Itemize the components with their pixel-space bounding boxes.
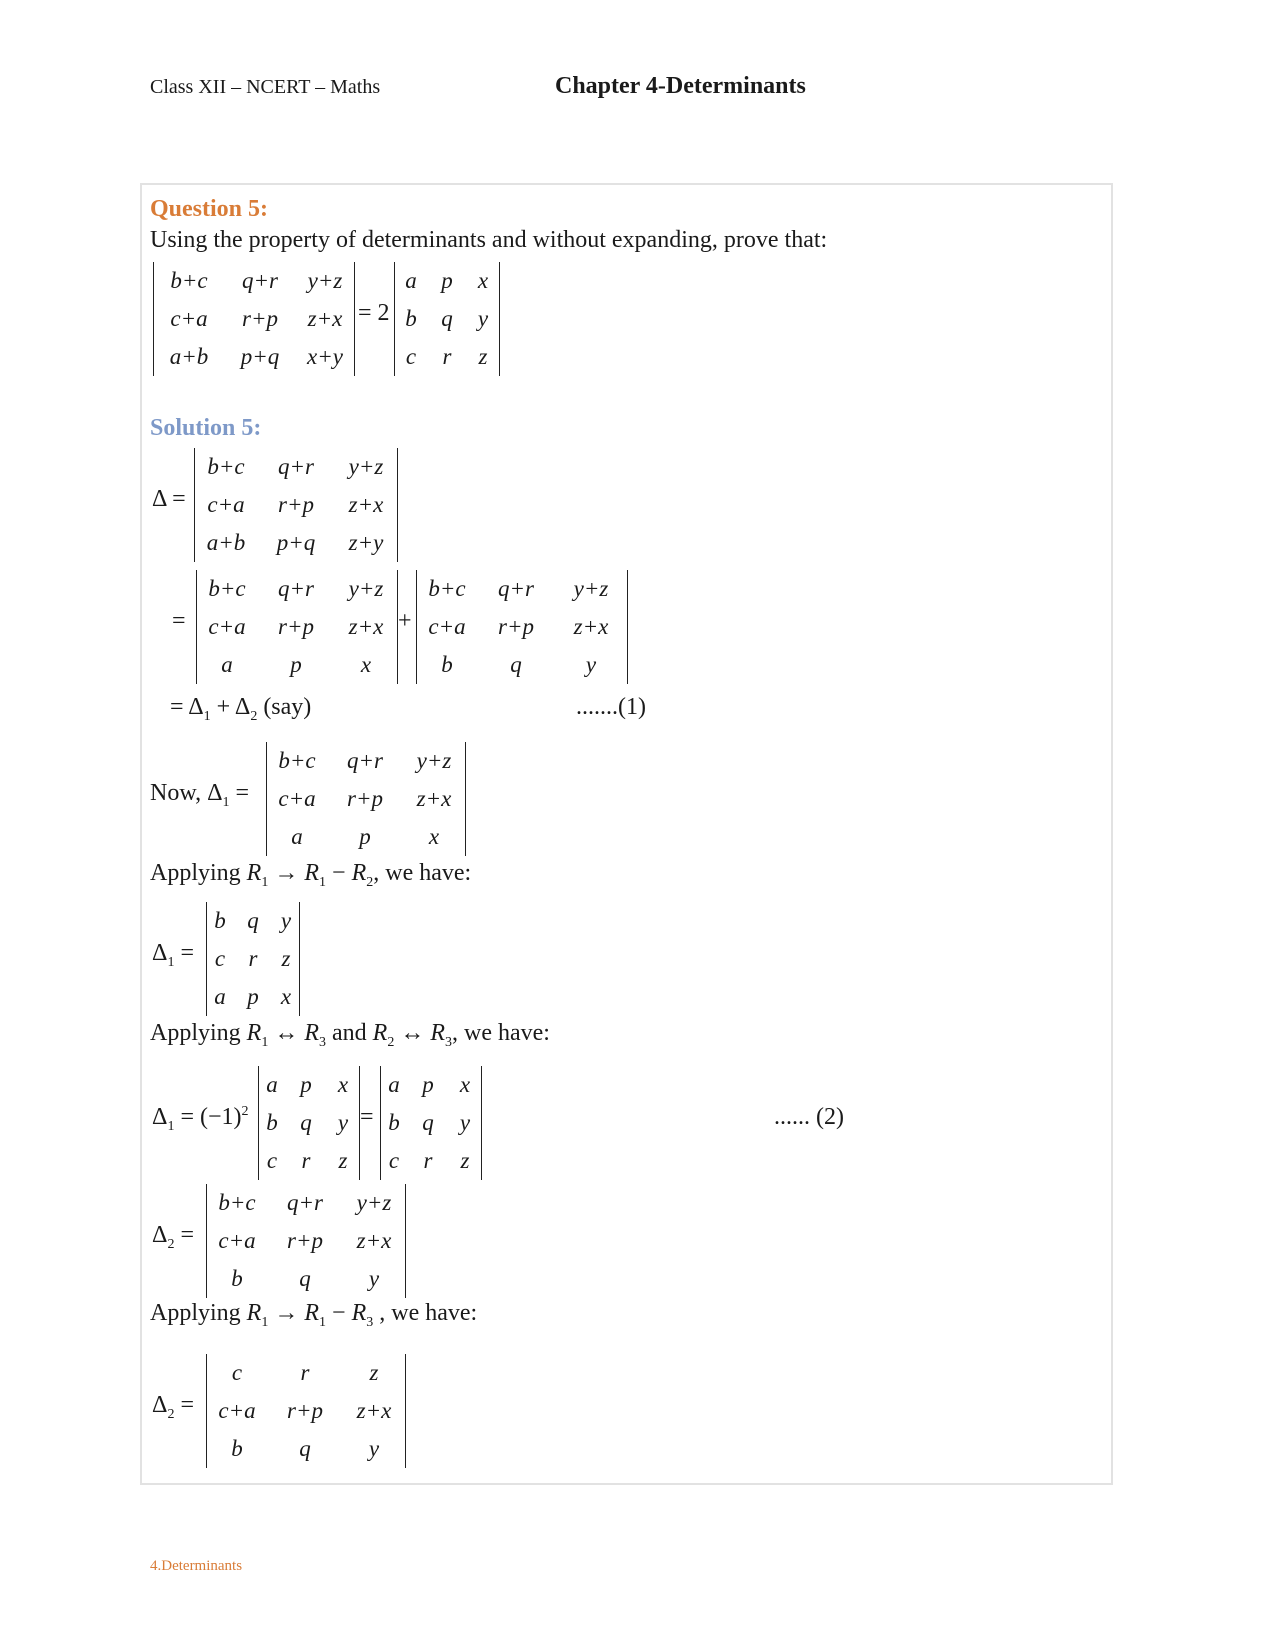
matrix-cell: x bbox=[477, 268, 489, 293]
matrix-cell: x bbox=[360, 652, 372, 677]
delta1-determinant bbox=[266, 742, 466, 856]
matrix-cell: y+z bbox=[348, 454, 384, 479]
matrix-cell: q+r bbox=[278, 576, 314, 601]
matrix-cell: r+p bbox=[278, 614, 314, 639]
matrix-cell: a+b bbox=[169, 344, 209, 369]
matrix-cell: a bbox=[266, 1072, 278, 1097]
matrix-cell: c+a bbox=[208, 614, 246, 639]
question-rhs-determinant bbox=[394, 262, 500, 376]
matrix-cell: r+p bbox=[278, 492, 314, 517]
matrix-cell: a bbox=[221, 652, 233, 677]
matrix-cell: q+r bbox=[242, 268, 278, 293]
matrix-cell: b+c bbox=[170, 268, 208, 293]
delta1-final-left bbox=[258, 1066, 360, 1180]
delta2-equals-2: $\Delta_2$ = bbox=[152, 1392, 194, 1422]
equation-label-2: ...... (2) bbox=[774, 1104, 844, 1130]
matrix-cell: y bbox=[280, 908, 292, 933]
equals-sign-2: = bbox=[360, 1104, 374, 1130]
matrix-cell: c bbox=[214, 946, 226, 971]
matrix-cell: b+c bbox=[428, 576, 466, 601]
matrix-cell: c bbox=[266, 1148, 278, 1173]
matrix-cell: x+y bbox=[307, 344, 343, 369]
matrix-cell: r+p bbox=[287, 1398, 323, 1423]
matrix-cell: q+r bbox=[498, 576, 534, 601]
matrix-cell: z bbox=[460, 1148, 470, 1173]
matrix-cell: r+p bbox=[242, 306, 278, 331]
matrix-cell: p+q bbox=[240, 344, 280, 369]
matrix-cell: z+x bbox=[348, 492, 384, 517]
matrix-cell: c+a bbox=[207, 492, 245, 517]
matrix-cell: z+x bbox=[348, 614, 384, 639]
header-class-label: Class XII – NCERT – Maths bbox=[150, 76, 381, 98]
matrix-cell: c+a bbox=[278, 786, 316, 811]
equals-two: = 2 bbox=[358, 300, 390, 326]
matrix-cell: y bbox=[337, 1110, 349, 1135]
plus-sign: + bbox=[398, 608, 412, 634]
matrix-cell: p bbox=[300, 1072, 312, 1097]
matrix-cell: z bbox=[281, 946, 291, 971]
matrix-cell: y bbox=[368, 1436, 380, 1461]
matrix-cell: z bbox=[338, 1148, 348, 1173]
matrix-cell: c+a bbox=[170, 306, 208, 331]
matrix-cell: r bbox=[248, 946, 258, 971]
matrix-cell: p bbox=[359, 824, 371, 849]
matrix-cell: q+r bbox=[287, 1190, 323, 1215]
matrix-cell: z+x bbox=[356, 1398, 392, 1423]
say-text: (say) bbox=[263, 694, 312, 720]
equals-sign: = bbox=[172, 608, 186, 634]
matrix-cell: a bbox=[388, 1072, 400, 1097]
matrix-cell: x bbox=[337, 1072, 349, 1097]
matrix-cell: p bbox=[247, 984, 259, 1009]
matrix-cell: q bbox=[422, 1110, 434, 1135]
matrix-cell: r+p bbox=[498, 614, 534, 639]
delta-equals: Δ = bbox=[152, 486, 186, 512]
split-determinant-1 bbox=[196, 570, 398, 684]
we-have-2: , we have: bbox=[452, 1020, 550, 1046]
equation-label-1: .......(1) bbox=[576, 694, 646, 720]
delta-sum: = $\Delta_1 + \Delta_2$ (say) bbox=[170, 694, 312, 724]
matrix-cell: a bbox=[214, 984, 226, 1009]
matrix-cell: q bbox=[300, 1110, 312, 1135]
matrix-cell: y+z bbox=[348, 576, 384, 601]
matrix-cell: q bbox=[299, 1436, 311, 1461]
matrix-cell: q bbox=[510, 652, 522, 677]
matrix-cell: x bbox=[280, 984, 292, 1009]
step-r1-r2: Applying $R_1 \to R_1 - R_2$, we have: bbox=[150, 860, 472, 890]
matrix-cell: a bbox=[405, 268, 417, 293]
now-delta1: Now, $\Delta_1$ = bbox=[150, 780, 250, 810]
step-swap: Applying $R_1$ ↔ $R_3$ and $R_2$ ↔ $R_3$, we have: bbox=[150, 1020, 550, 1050]
matrix-cell: r+p bbox=[347, 786, 383, 811]
matrix-cell: q bbox=[299, 1266, 311, 1291]
matrix-cell: y bbox=[477, 306, 489, 331]
delta1-sign-factor: $\Delta_1 = (-1)^2$ bbox=[152, 1104, 249, 1134]
matrix-cell: b bbox=[214, 908, 226, 933]
matrix-cell: b+c bbox=[218, 1190, 256, 1215]
we-have-3: , we have: bbox=[379, 1300, 478, 1326]
matrix-cell: c+a bbox=[218, 1228, 256, 1253]
delta2-equals: $\Delta_2$ = bbox=[152, 1222, 194, 1252]
now-label: Now, bbox=[150, 780, 202, 806]
delta1-final-right bbox=[380, 1066, 482, 1180]
applying-label-2: Applying bbox=[150, 1020, 241, 1046]
matrix-cell: r bbox=[442, 344, 452, 369]
matrix-cell: y+z bbox=[356, 1190, 392, 1215]
matrix-cell: b bbox=[388, 1110, 400, 1135]
matrix-cell: y bbox=[459, 1110, 471, 1135]
matrix-cell: p bbox=[422, 1072, 434, 1097]
matrix-cell: r bbox=[301, 1148, 311, 1173]
matrix-cell: y+z bbox=[416, 748, 452, 773]
matrix-cell: q bbox=[441, 306, 453, 331]
matrix-cell: a bbox=[291, 824, 303, 849]
matrix-cell: b bbox=[405, 306, 417, 331]
matrix-cell: z+y bbox=[348, 530, 384, 555]
matrix-cell: b bbox=[441, 652, 453, 677]
matrix-cell: q+r bbox=[347, 748, 383, 773]
matrix-cell: a+b bbox=[206, 530, 246, 555]
matrix-cell: y+z bbox=[573, 576, 609, 601]
matrix-cell: p+q bbox=[276, 530, 316, 555]
delta2-reduced-determinant bbox=[206, 1354, 406, 1468]
delta2-determinant bbox=[206, 1184, 406, 1298]
matrix-cell: b+c bbox=[208, 576, 246, 601]
matrix-cell: b+c bbox=[207, 454, 245, 479]
matrix-cell: b bbox=[231, 1436, 243, 1461]
matrix-cell: x bbox=[428, 824, 440, 849]
matrix-cell: b+c bbox=[278, 748, 316, 773]
matrix-cell: p bbox=[441, 268, 453, 293]
matrix-cell: p bbox=[290, 652, 302, 677]
matrix-cell: y+z bbox=[307, 268, 343, 293]
matrix-cell: r bbox=[300, 1360, 310, 1385]
matrix-cell: q bbox=[247, 908, 259, 933]
we-have-1: , we have: bbox=[373, 860, 472, 886]
and-label: and bbox=[332, 1020, 367, 1046]
matrix-cell: z+x bbox=[356, 1228, 392, 1253]
matrix-cell: y bbox=[368, 1266, 380, 1291]
matrix-cell: c+a bbox=[428, 614, 466, 639]
matrix-cell: c bbox=[231, 1360, 243, 1385]
matrix-cell: y bbox=[585, 652, 597, 677]
split-determinant-2 bbox=[416, 570, 628, 684]
matrix-cell: z+x bbox=[573, 614, 609, 639]
solution-heading: Solution 5: bbox=[150, 415, 262, 441]
matrix-cell: x bbox=[459, 1072, 471, 1097]
step-r1-r3: Applying $R_1 \to R_1 - R_3$ , we have: bbox=[150, 1300, 478, 1330]
matrix-cell: z bbox=[369, 1360, 379, 1385]
footer-label: 4.Determinants bbox=[150, 1558, 243, 1574]
applying-label-1: Applying bbox=[150, 860, 241, 886]
question-lhs-determinant bbox=[153, 262, 355, 376]
applying-label-3: Applying bbox=[150, 1300, 241, 1326]
matrix-cell: z+x bbox=[307, 306, 343, 331]
chapter-title: Chapter 4-Determinants bbox=[555, 73, 806, 99]
delta1-equals: $\Delta_1$ = bbox=[152, 940, 194, 970]
matrix-cell: z+x bbox=[416, 786, 452, 811]
matrix-cell: r+p bbox=[287, 1228, 323, 1253]
question-text: Using the property of determinants and without expanding, prove that: bbox=[150, 227, 828, 253]
delta-determinant bbox=[194, 448, 398, 562]
question-heading: Question 5: bbox=[150, 196, 269, 222]
matrix-cell: z bbox=[478, 344, 488, 369]
matrix-cell: b bbox=[266, 1110, 278, 1135]
matrix-cell: b bbox=[231, 1266, 243, 1291]
matrix-cell: c bbox=[405, 344, 417, 369]
matrix-cell: c+a bbox=[218, 1398, 256, 1423]
matrix-cell: q+r bbox=[278, 454, 314, 479]
delta1-swapped-determinant bbox=[206, 902, 300, 1016]
matrix-cell: r bbox=[423, 1148, 433, 1173]
matrix-cell: c bbox=[388, 1148, 400, 1173]
